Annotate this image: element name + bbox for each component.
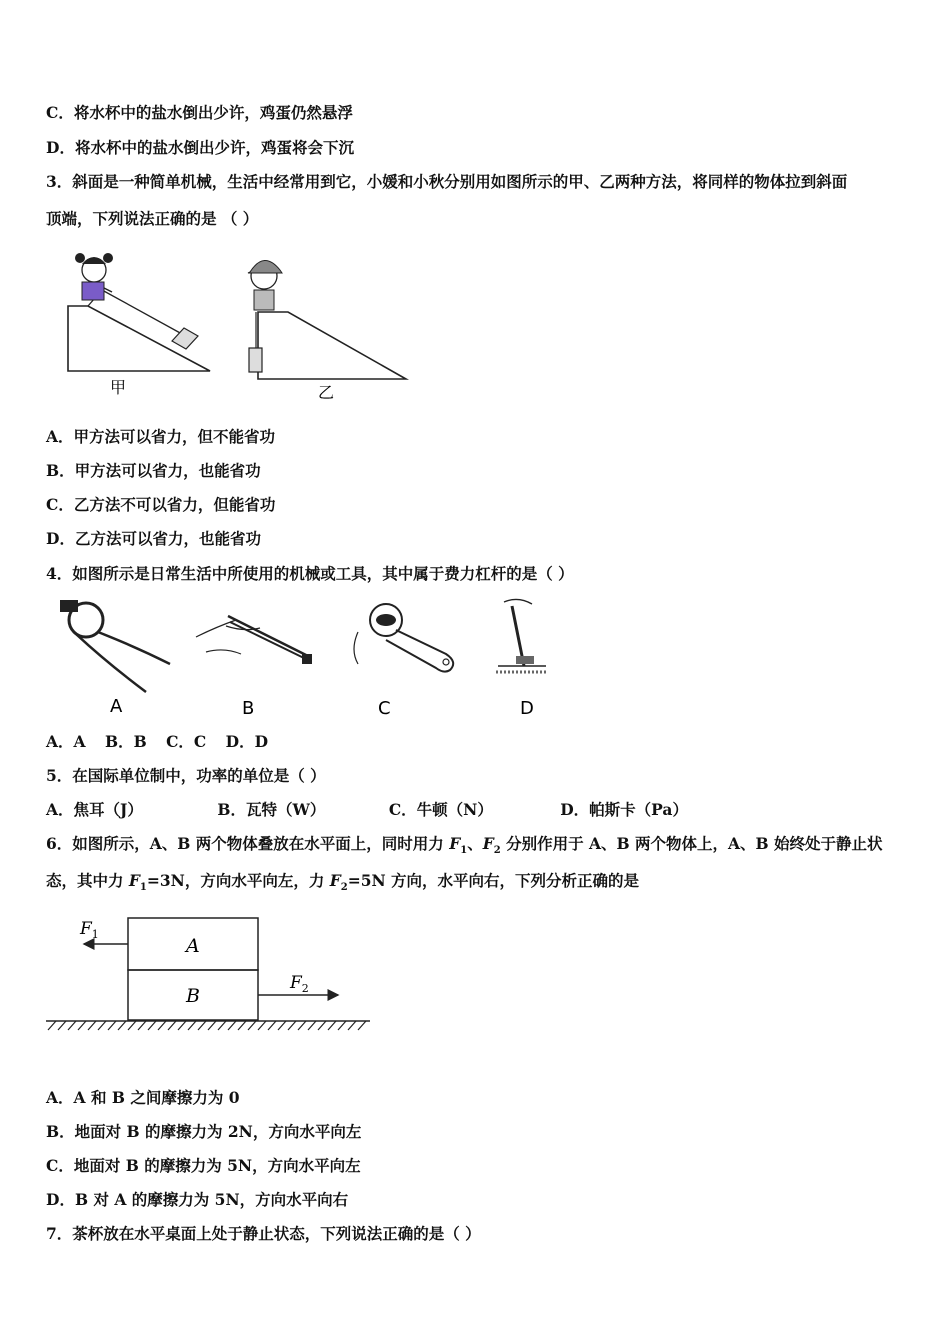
q3-figure-inclines (60, 240, 420, 410)
block-b-label: B (186, 985, 200, 1007)
q3-option-d: D．乙方法可以省力，也能省功 (46, 529, 261, 548)
fig-label-jia: 甲 (110, 378, 127, 397)
fig-label-c: C (378, 698, 391, 719)
q5-stem: 5．在国际单位制中，功率的单位是（ ） (46, 766, 326, 785)
tool-crowbar (496, 599, 548, 672)
q4-options (46, 730, 268, 752)
tool-bottle-opener (354, 604, 453, 672)
q3-stem-line1: 3．斜面是一种简单机械，生活中经常用到它，小媛和小秋分别用如图所示的甲、乙两种方法，将同样的物体拉到斜面 (46, 172, 848, 191)
force-f1-label: $F_1$ (80, 919, 99, 941)
q4-figure-tools (46, 592, 566, 722)
q4-option-c: C．C (166, 732, 207, 751)
incline-jia (68, 253, 210, 371)
q3-option-b: B．甲方法可以省力，也能省功 (46, 461, 261, 480)
fig-label-yi: 乙 (318, 383, 335, 402)
q6-option-a: A．A 和 B 之间摩擦力为 0 (46, 1088, 240, 1107)
q5-option-c: C．牛顿（N） (388, 800, 493, 819)
q3-option-a: A．甲方法可以省力，但不能省功 (46, 427, 276, 446)
q6-stem-line1: 6．如图所示，A、B 两个物体叠放在水平面上，同时用力 $F_1$、$F_2$ 分别作用于 A、B 两个物体上，A、B 始终处于静止状 (46, 834, 883, 857)
q5-option-b: B．瓦特（W） (217, 800, 326, 819)
tool-pincers (60, 600, 170, 692)
ground-hatching (48, 1021, 366, 1030)
q2-option-d: D．将水杯中的盐水倒出少许，鸡蛋将会下沉 (46, 138, 354, 157)
tool-tweezers (196, 616, 312, 664)
force-f2-label: $F_2$ (290, 973, 309, 995)
fig-label-d: D (520, 698, 534, 719)
q4-option-b: B．B (104, 732, 147, 751)
q5-option-a: A．焦耳（J） (46, 800, 143, 819)
block-a-label: A (186, 935, 200, 957)
q3-stem-line2: 顶端，下列说法正确的是 （ ） (46, 209, 259, 228)
q6-stem-line2: 态，其中力 $F_1=3N$，方向水平向左，力 $F_2=5N$ 方向，水平向右，下列分析正确的是 (46, 871, 640, 894)
q4-option-a: A．A (46, 732, 86, 751)
q6-figure-blocks (44, 910, 374, 1040)
q6-option-c: C．地面对 B 的摩擦力为 5N，方向水平向左 (46, 1156, 361, 1175)
q7-stem: 7．茶杯放在水平桌面上处于静止状态，下列说法正确的是（ ） (46, 1224, 481, 1243)
q4-stem: 4．如图所示是日常生活中所使用的机械或工具，其中属于费力杠杆的是（ ） (46, 564, 574, 583)
incline-yi (248, 260, 406, 379)
fig-label-b: B (242, 698, 255, 719)
q2-option-c: C．将水杯中的盐水倒出少许，鸡蛋仍然悬浮 (46, 103, 353, 122)
fig-label-a: A (110, 696, 123, 717)
q6-option-b: B．地面对 B 的摩擦力为 2N，方向水平向左 (46, 1122, 362, 1141)
q5-options (46, 798, 688, 820)
q5-option-d: D．帕斯卡（Pa） (560, 800, 688, 819)
q6-option-d: D．B 对 A 的摩擦力为 5N，方向水平向右 (46, 1190, 349, 1209)
q3-option-c: C．乙方法不可以省力，但能省功 (46, 495, 276, 514)
q4-option-d: D．D (225, 732, 269, 751)
